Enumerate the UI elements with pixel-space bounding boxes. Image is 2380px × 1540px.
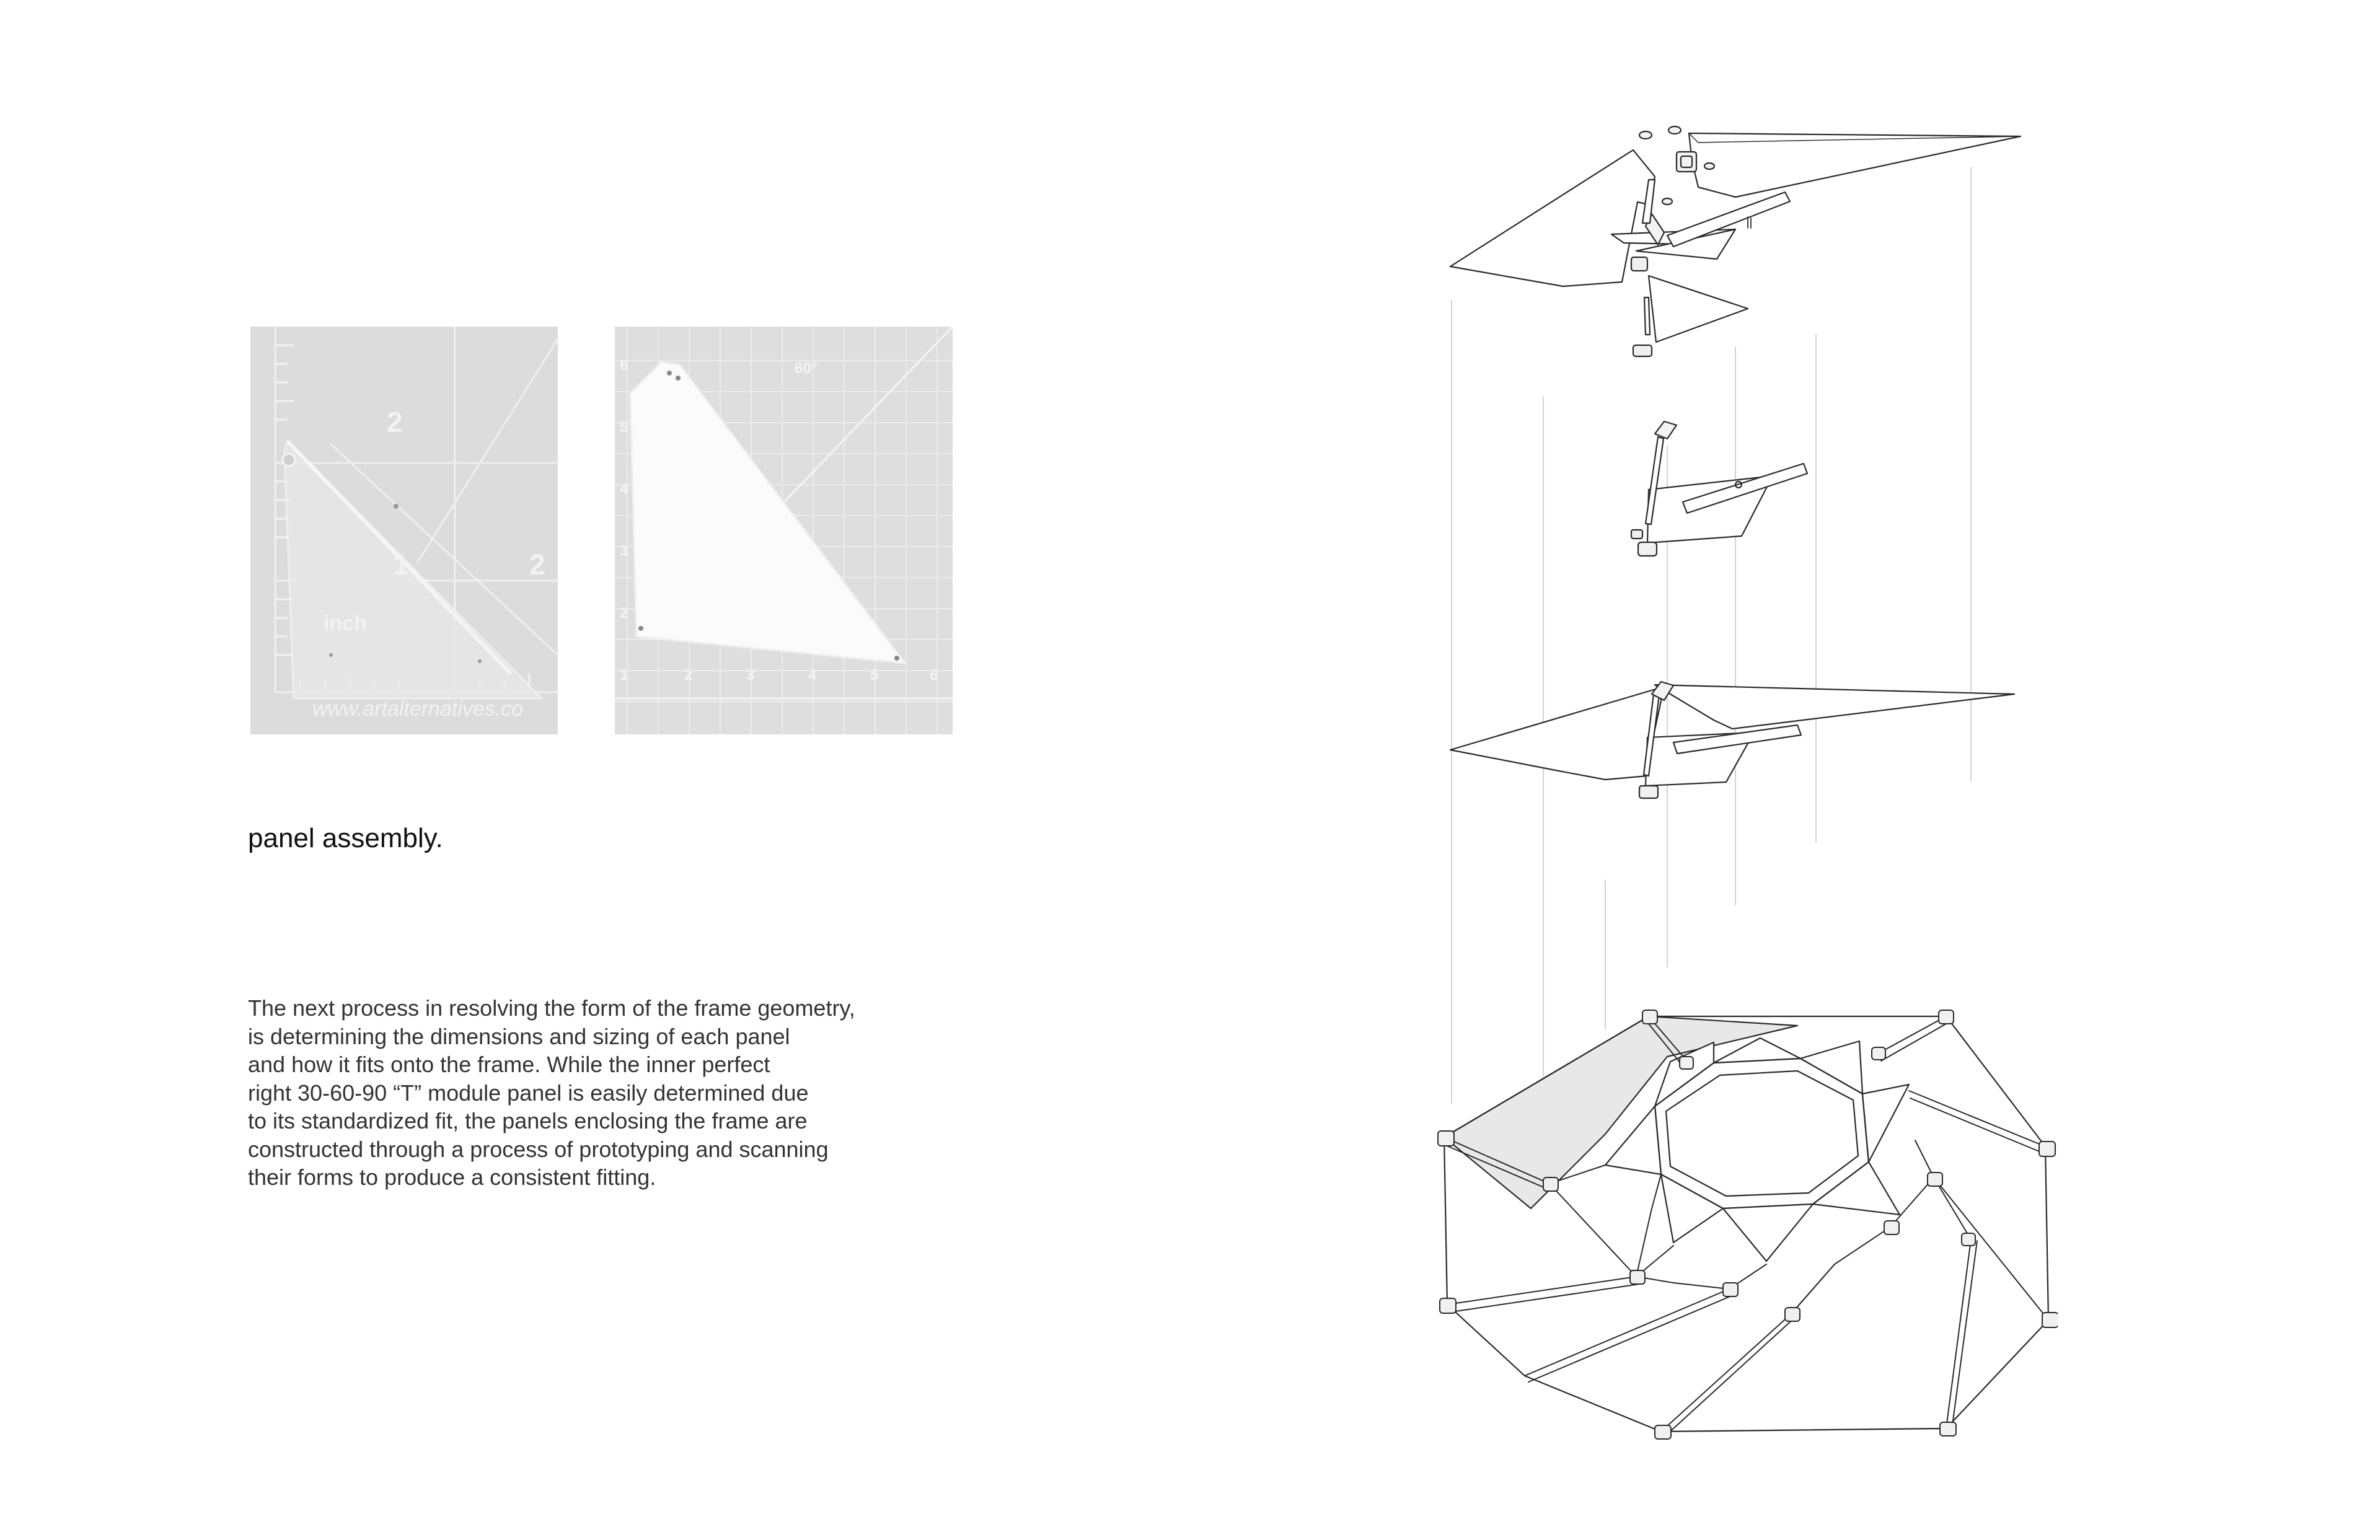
- ruler-label: 3: [620, 543, 628, 560]
- body-line: right 30-60-90 “T” module panel is easily determined due: [248, 1080, 809, 1106]
- exploded-assembly-drawing: [1401, 99, 2058, 1475]
- ruler-label: 4: [808, 667, 817, 684]
- ruler-label: 2: [684, 667, 693, 684]
- body-line: their forms to produce a consistent fitting.: [248, 1164, 656, 1190]
- ruler-label: 1: [393, 548, 409, 581]
- node-triangle-layer: [1611, 180, 1790, 356]
- body-paragraph: [248, 994, 917, 1192]
- ruler-label: 5: [620, 419, 628, 436]
- body-line: is determining the dimensions and sizing of each panel: [248, 1023, 790, 1049]
- prototype-photo-large-panel: [615, 327, 953, 734]
- ruler-label: 4: [620, 481, 628, 498]
- watermark-text: www.artalternatives.co: [312, 697, 524, 721]
- angle-label: 60°: [795, 360, 818, 377]
- prototype-photo-small-panel: [250, 327, 558, 734]
- ruler-unit-label: inch: [324, 612, 367, 635]
- ruler-label: 2: [620, 605, 628, 622]
- top-outer-panel-layer: [1450, 126, 2021, 286]
- ruler-label: 6: [620, 357, 628, 374]
- ruler-label: 5: [870, 667, 879, 684]
- ruler-label: 6: [930, 667, 938, 684]
- body-line: to its standardized fit, the panels enclosing the frame are: [248, 1108, 808, 1133]
- body-line: and how it fits onto the frame. While the inner perfect: [248, 1052, 770, 1077]
- t-module-layer: [1631, 421, 1807, 556]
- ruler-label: 1: [620, 667, 628, 684]
- ruler-label: 2: [529, 548, 545, 581]
- body-line: The next process in resolving the form of the frame geometry,: [248, 995, 855, 1021]
- t-module-panel-layer: [1450, 682, 2014, 798]
- ruler-label: 2: [387, 406, 403, 438]
- section-heading: panel assembly.: [248, 823, 443, 853]
- ruler-label: 3: [746, 667, 755, 684]
- assembled-frame-layer: [1438, 1010, 2058, 1439]
- body-line: constructed through a process of prototyping and scanning: [248, 1136, 829, 1162]
